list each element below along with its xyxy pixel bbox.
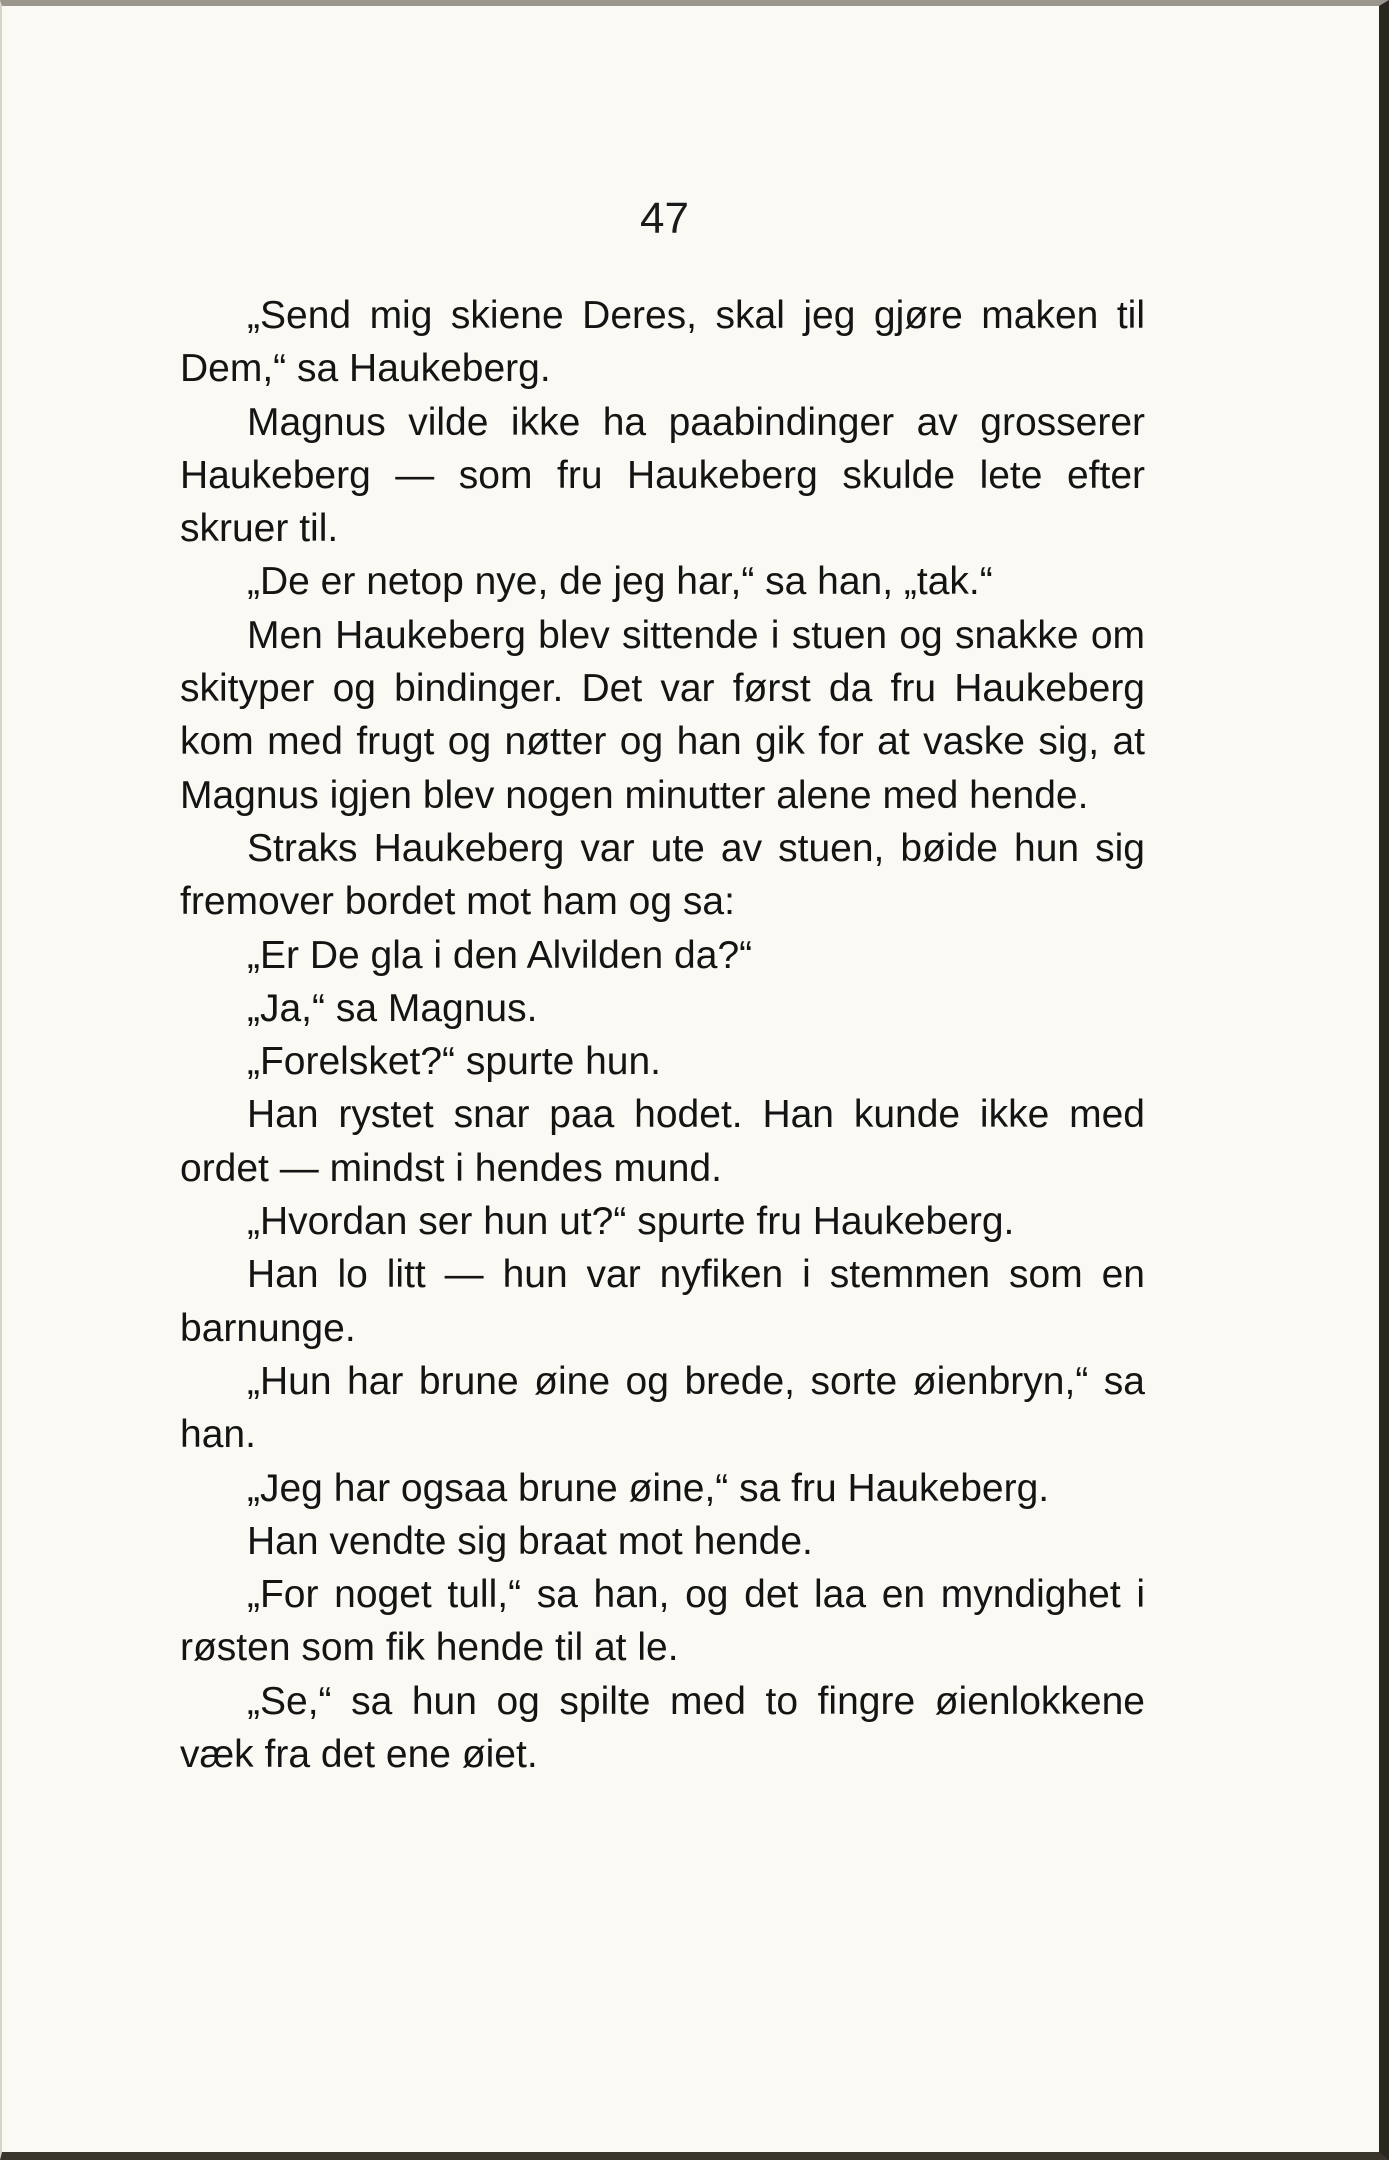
paragraph: Straks Haukeberg var ute av stuen, bøide hun sig fremover bordet mot ham og sa: — [180, 826, 1145, 924]
paragraph: Han vendte sig braat mot hende. — [247, 1519, 813, 1563]
paragraph: „Er De gla i den Alvilden da?“ — [247, 933, 753, 977]
body-text — [180, 289, 1145, 1781]
paragraph: Han rystet snar paa hodet. Han kunde ikke med ordet — mindst i hendes mund. — [180, 1093, 1145, 1190]
paragraph: „Forelsket?“ spurte hun. — [247, 1040, 662, 1084]
paragraph: „Jeg har ogsaa brune øine,“ sa fru Haukeberg. — [247, 1466, 1050, 1510]
paragraph: „Hun har brune øine og brede, sorte øienbryn,“ sa han. — [180, 1359, 1145, 1457]
paragraph: „For noget tull,“ sa han, og det laa en myndighet i røsten som fik hende til at le. — [180, 1573, 1145, 1670]
paragraph: „Send mig skiene Deres, skal jeg gjøre maken til Dem,“ sa Haukeberg. — [180, 294, 1145, 391]
paragraph: „Hvordan ser hun ut?“ spurte fru Haukeberg. — [247, 1200, 1015, 1244]
paragraph: Magnus vilde ikke ha paabindinger av grosserer Haukeberg — som fru Haukeberg skulde lete efter skruer til. — [180, 400, 1145, 551]
paragraph: „Ja,“ sa Magnus. — [247, 986, 538, 1030]
paragraph: Men Haukeberg blev sittende i stuen og snakke om skityper og bindinger. Det var først da fru Haukeberg kom med frugt og nøtter og han gik for at vaske sig, at Magnus igjen blev nogen minutter alene med hende. — [180, 613, 1145, 817]
paragraph: „Se,“ sa hun og spilte med to fingre øienlokkene væk fra det ene øiet. — [180, 1679, 1145, 1777]
paragraph: „De er netop nye, de jeg har,“ sa han, „tak.“ — [247, 560, 993, 604]
paragraph: Han lo litt — hun var nyfiken i stemmen som en barnunge. — [180, 1253, 1145, 1350]
page-number: 47 — [640, 194, 689, 243]
